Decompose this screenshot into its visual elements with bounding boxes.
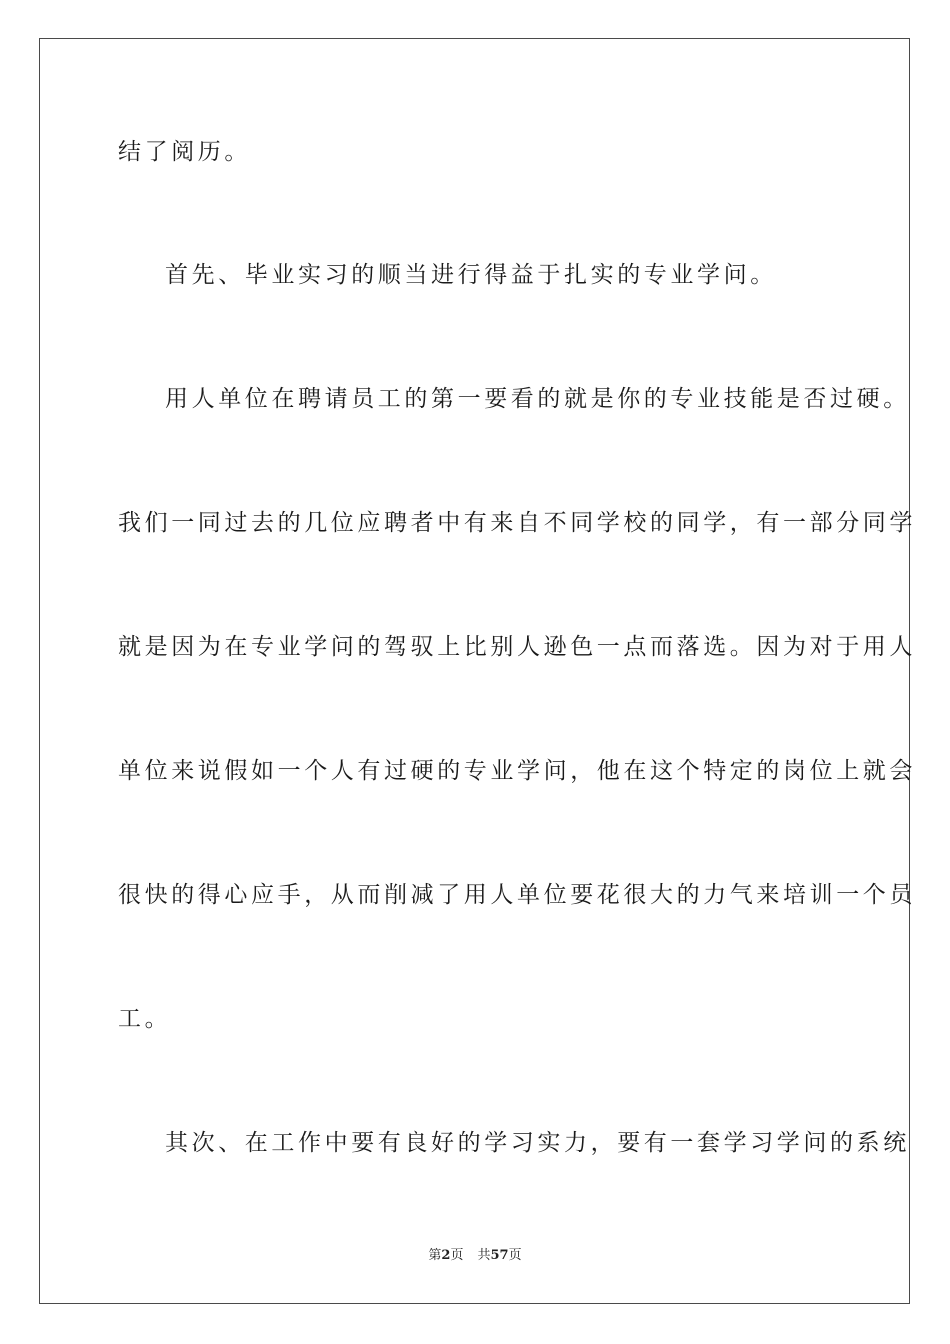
footer-page-prefix: 第 [428, 1248, 442, 1263]
paragraph-line-1: 结了阅历。 [118, 139, 251, 165]
footer-total-prefix: 共 [477, 1248, 491, 1263]
footer-page-current: 2 [441, 1248, 451, 1263]
paragraph-line-8: 工。 [118, 1006, 172, 1032]
footer-total-suffix: 页 [508, 1248, 522, 1263]
paragraph-line-2: 首先、毕业实习的顺当进行得益于扎实的专业学问。 [165, 262, 777, 288]
paragraph-line-7: 很快的得心应手，从而削减了用人单位要花很大的力气来培训一个员 [118, 882, 916, 908]
paragraph-line-9: 其次、在工作中要有良好的学习实力，要有一套学习学问的系统 [165, 1130, 910, 1156]
paragraph-line-5: 就是因为在专业学问的驾驭上比别人逊色一点而落选。因为对于用人 [118, 634, 916, 660]
footer-page-total: 57 [490, 1248, 509, 1263]
page-footer [0, 1247, 950, 1265]
paragraph-line-4: 我们一同过去的几位应聘者中有来自不同学校的同学，有一部分同学 [118, 510, 916, 536]
paragraph-line-6: 单位来说假如一个人有过硬的专业学问，他在这个特定的岗位上就会 [118, 758, 916, 784]
footer-page-suffix: 页 [450, 1248, 464, 1263]
paragraph-line-3: 用人单位在聘请员工的第一要看的就是你的专业技能是否过硬。 [165, 386, 910, 412]
page-frame [39, 38, 916, 1304]
